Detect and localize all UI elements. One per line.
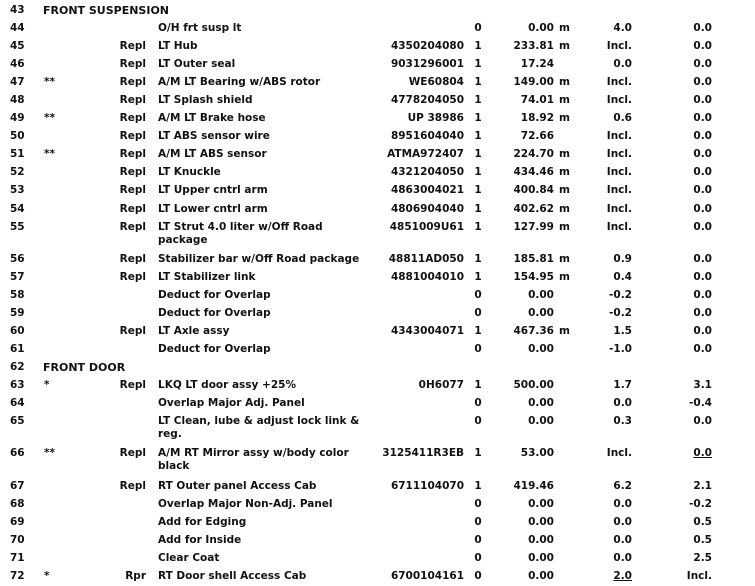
- line-price: 185.81: [513, 253, 554, 265]
- line-labor: 0.0: [613, 534, 632, 546]
- line-labor: 4.0: [613, 22, 632, 34]
- line-labor: Incl.: [606, 184, 632, 196]
- line-qty: 0: [474, 534, 482, 546]
- line-qty: 1: [474, 148, 482, 160]
- line-qty: 1: [474, 253, 482, 265]
- line-qty: 1: [474, 58, 482, 70]
- line-labor: 1.5: [613, 325, 632, 337]
- line-labor: 0.0: [613, 516, 632, 528]
- line-labor: Incl.: [606, 447, 632, 459]
- line-qty: 1: [474, 447, 482, 459]
- line-labor: Incl.: [606, 148, 632, 160]
- line-oper: Repl: [119, 184, 146, 196]
- line-paint: 0.0: [693, 203, 712, 215]
- line-price: 0.00: [528, 343, 554, 355]
- line-qty: 0: [474, 307, 482, 319]
- line-labor: 0.4: [613, 271, 632, 283]
- line-labor: -1.0: [609, 343, 632, 355]
- line-desc: A/M RT Mirror assy w/body color black: [158, 447, 349, 472]
- line-paint: 2.1: [693, 480, 712, 492]
- line-oper: Repl: [119, 379, 146, 391]
- line-m: m: [559, 271, 570, 283]
- line-qty: 1: [474, 325, 482, 337]
- line-desc: Overlap Major Non-Adj. Panel: [158, 498, 333, 510]
- line-paint: 0.0: [693, 343, 712, 355]
- line-line: 67: [10, 480, 25, 492]
- line-m: m: [559, 94, 570, 106]
- line-desc: Clear Coat: [158, 552, 220, 564]
- line-line: 43: [10, 4, 25, 16]
- line-labor: Incl.: [606, 221, 632, 233]
- line-paint: 0.5: [693, 534, 712, 546]
- line-m: m: [559, 221, 570, 233]
- line-oper: Repl: [119, 112, 146, 124]
- line-qty: 1: [474, 184, 482, 196]
- line-qty: 0: [474, 289, 482, 301]
- line-labor: -0.2: [609, 307, 632, 319]
- line-desc: RT Outer panel Access Cab: [158, 480, 317, 492]
- line-paint: 0.0: [693, 166, 712, 178]
- line-desc: LT Strut 4.0 liter w/Off Road package: [158, 221, 323, 246]
- line-desc: LT Hub: [158, 40, 198, 52]
- line-line: 53: [10, 184, 25, 196]
- line-qty: 1: [474, 379, 482, 391]
- line-line: 64: [10, 397, 25, 409]
- line-oper: Repl: [119, 271, 146, 283]
- line-line: 54: [10, 203, 25, 215]
- line-price: 0.00: [528, 415, 554, 427]
- line-labor: 0.6: [613, 112, 632, 124]
- line-paint: 0.0: [693, 112, 712, 124]
- line-oper: Repl: [119, 203, 146, 215]
- line-desc: A/M LT ABS sensor: [158, 148, 267, 160]
- line-line: 60: [10, 325, 25, 337]
- line-price: 224.70: [513, 148, 554, 160]
- line-labor: 0.0: [613, 498, 632, 510]
- line-desc: A/M LT Brake hose: [158, 112, 266, 124]
- line-paint: 0.0: [693, 184, 712, 196]
- line-paint: 0.5: [693, 516, 712, 528]
- line-paint: 0.0: [693, 307, 712, 319]
- line-desc: LT Clean, lube & adjust lock link & reg.: [158, 415, 360, 440]
- line-part: 4863004021: [390, 184, 464, 196]
- line-price: 0.00: [528, 552, 554, 564]
- line-m: m: [559, 203, 570, 215]
- line-paint: 0.0: [693, 76, 712, 88]
- line-desc: LT ABS sensor wire: [158, 130, 270, 142]
- line-price: 400.84: [513, 184, 554, 196]
- line-price: 18.92: [520, 112, 554, 124]
- line-line: 50: [10, 130, 25, 142]
- line-desc: LT Axle assy: [158, 325, 230, 337]
- section-title: FRONT SUSPENSION: [43, 4, 170, 17]
- line-labor: -0.2: [609, 289, 632, 301]
- line-qty: 0: [474, 552, 482, 564]
- line-line: 56: [10, 253, 25, 265]
- line-desc: Deduct for Overlap: [158, 343, 271, 355]
- line-m: m: [559, 325, 570, 337]
- line-line: 51: [10, 148, 25, 160]
- line-oper: Repl: [119, 447, 146, 459]
- line-oper: Repl: [119, 40, 146, 52]
- line-paint: 0.0: [693, 447, 712, 459]
- line-part: 4343004071: [390, 325, 464, 337]
- line-paint: 3.1: [693, 379, 712, 391]
- line-part: 48811AD050: [388, 253, 464, 265]
- line-price: 0.00: [528, 498, 554, 510]
- line-price: 74.01: [520, 94, 554, 106]
- line-qty: 1: [474, 203, 482, 215]
- line-mark: **: [44, 112, 55, 124]
- line-line: 52: [10, 166, 25, 178]
- line-desc: LT Lower cntrl arm: [158, 203, 268, 215]
- line-price: 127.99: [513, 221, 554, 233]
- line-price: 0.00: [528, 516, 554, 528]
- line-paint: 0.0: [693, 253, 712, 265]
- line-mark: **: [44, 447, 55, 459]
- line-desc: Deduct for Overlap: [158, 289, 271, 301]
- line-paint: 0.0: [693, 58, 712, 70]
- line-mark: *: [44, 570, 50, 582]
- line-line: 46: [10, 58, 25, 70]
- line-part: 4778204050: [390, 94, 464, 106]
- line-part: 3125411R3EB: [382, 447, 464, 459]
- line-qty: 1: [474, 166, 482, 178]
- line-desc: Add for Inside: [158, 534, 242, 546]
- line-qty: 1: [474, 112, 482, 124]
- line-paint: 0.0: [693, 221, 712, 233]
- line-qty: 0: [474, 570, 482, 582]
- line-m: m: [559, 148, 570, 160]
- line-qty: 0: [474, 22, 482, 34]
- line-price: 0.00: [528, 570, 554, 582]
- line-line: 45: [10, 40, 25, 52]
- line-qty: 0: [474, 498, 482, 510]
- line-mark: **: [44, 148, 55, 160]
- line-labor: 0.9: [613, 253, 632, 265]
- line-paint: 0.0: [693, 289, 712, 301]
- line-part: 6711104070: [390, 480, 464, 492]
- line-oper: Repl: [119, 221, 146, 233]
- line-paint: 2.5: [693, 552, 712, 564]
- line-price: 149.00: [513, 76, 554, 88]
- line-m: m: [559, 76, 570, 88]
- line-mark: **: [44, 76, 55, 88]
- line-line: 61: [10, 343, 25, 355]
- line-labor: Incl.: [606, 130, 632, 142]
- line-price: 53.00: [520, 447, 554, 459]
- line-qty: 1: [474, 40, 482, 52]
- line-price: 0.00: [528, 534, 554, 546]
- line-part: 9031296001: [390, 58, 464, 70]
- line-part: 4806904040: [390, 203, 464, 215]
- line-line: 62: [10, 361, 25, 373]
- line-line: 44: [10, 22, 25, 34]
- line-price: 154.95: [513, 271, 554, 283]
- line-line: 59: [10, 307, 25, 319]
- line-line: 47: [10, 76, 25, 88]
- line-price: 402.62: [513, 203, 554, 215]
- line-price: 0.00: [528, 397, 554, 409]
- line-line: 66: [10, 447, 25, 459]
- line-price: 0.00: [528, 307, 554, 319]
- line-m: m: [559, 184, 570, 196]
- line-m: m: [559, 253, 570, 265]
- line-m: m: [559, 112, 570, 124]
- line-desc: A/M LT Bearing w/ABS rotor: [158, 76, 321, 88]
- line-oper: Repl: [119, 148, 146, 160]
- line-part: 4851009U61: [389, 221, 464, 233]
- line-line: 70: [10, 534, 25, 546]
- line-desc: Stabilizer bar w/Off Road package: [158, 253, 360, 265]
- line-qty: 1: [474, 221, 482, 233]
- line-line: 57: [10, 271, 25, 283]
- line-labor: Incl.: [606, 76, 632, 88]
- line-price: 0.00: [528, 289, 554, 301]
- line-m: m: [559, 40, 570, 52]
- line-price: 0.00: [528, 22, 554, 34]
- line-line: 65: [10, 415, 25, 427]
- line-paint: 0.0: [693, 94, 712, 106]
- line-line: 55: [10, 221, 25, 233]
- line-desc: Deduct for Overlap: [158, 307, 271, 319]
- line-labor: Incl.: [606, 166, 632, 178]
- line-desc: Overlap Major Adj. Panel: [158, 397, 305, 409]
- line-part: 6700104161: [390, 570, 464, 582]
- line-oper: Repl: [119, 58, 146, 70]
- line-qty: 1: [474, 480, 482, 492]
- line-price: 233.81: [513, 40, 554, 52]
- line-part: 4321204050: [390, 166, 464, 178]
- line-desc: O/H frt susp lt: [158, 22, 242, 34]
- line-labor: Incl.: [606, 40, 632, 52]
- line-part: 4350204080: [390, 40, 464, 52]
- line-oper: Repl: [119, 166, 146, 178]
- line-labor: 0.0: [613, 58, 632, 70]
- line-desc: LT Outer seal: [158, 58, 236, 70]
- line-line: 63: [10, 379, 25, 391]
- line-paint: 0.0: [693, 148, 712, 160]
- line-line: 58: [10, 289, 25, 301]
- line-labor: 0.0: [613, 552, 632, 564]
- line-desc: Add for Edging: [158, 516, 247, 528]
- line-m: m: [559, 166, 570, 178]
- line-part: UP 38986: [407, 112, 464, 124]
- line-qty: 0: [474, 516, 482, 528]
- line-part: 0H6077: [418, 379, 464, 391]
- line-line: 69: [10, 516, 25, 528]
- line-oper: Rpr: [125, 570, 146, 582]
- line-labor: Incl.: [606, 203, 632, 215]
- line-desc: LT Stabilizer link: [158, 271, 256, 283]
- line-labor: 6.2: [613, 480, 632, 492]
- line-line: 49: [10, 112, 25, 124]
- line-price: 467.36: [513, 325, 554, 337]
- line-price: 500.00: [513, 379, 554, 391]
- line-qty: 1: [474, 271, 482, 283]
- line-paint: 0.0: [693, 271, 712, 283]
- line-qty: 0: [474, 415, 482, 427]
- line-part: WE60804: [408, 76, 464, 88]
- line-part: ATMA972407: [387, 148, 464, 160]
- line-labor: 2.0: [613, 570, 632, 582]
- line-part: 4881004010: [390, 271, 464, 283]
- line-labor: 0.3: [613, 415, 632, 427]
- line-oper: Repl: [119, 130, 146, 142]
- line-paint: 0.0: [693, 325, 712, 337]
- line-qty: 0: [474, 343, 482, 355]
- line-line: 71: [10, 552, 25, 564]
- line-desc: LKQ LT door assy +25%: [158, 379, 296, 391]
- line-qty: 1: [474, 94, 482, 106]
- section-title: FRONT DOOR: [43, 361, 126, 374]
- line-qty: 0: [474, 397, 482, 409]
- line-oper: Repl: [119, 76, 146, 88]
- line-paint: 0.0: [693, 40, 712, 52]
- line-mark: *: [44, 379, 50, 391]
- line-qty: 1: [474, 76, 482, 88]
- line-oper: Repl: [119, 325, 146, 337]
- line-labor: 1.7: [613, 379, 632, 391]
- line-m: m: [559, 22, 570, 34]
- line-price: 419.46: [513, 480, 554, 492]
- line-oper: Repl: [119, 253, 146, 265]
- line-oper: Repl: [119, 480, 146, 492]
- line-price: 72.66: [520, 130, 554, 142]
- line-price: 434.46: [513, 166, 554, 178]
- line-labor: Incl.: [606, 94, 632, 106]
- line-line: 72: [10, 570, 25, 582]
- line-desc: LT Upper cntrl arm: [158, 184, 268, 196]
- line-desc: LT Splash shield: [158, 94, 253, 106]
- line-paint: Incl.: [686, 570, 712, 582]
- line-paint: -0.2: [689, 498, 712, 510]
- line-paint: -0.4: [689, 397, 712, 409]
- line-price: 17.24: [520, 58, 554, 70]
- line-part: 8951604040: [390, 130, 464, 142]
- line-qty: 1: [474, 130, 482, 142]
- line-paint: 0.0: [693, 415, 712, 427]
- line-desc: LT Knuckle: [158, 166, 221, 178]
- line-paint: 0.0: [693, 22, 712, 34]
- line-desc: RT Door shell Access Cab: [158, 570, 307, 582]
- line-paint: 0.0: [693, 130, 712, 142]
- line-oper: Repl: [119, 94, 146, 106]
- line-line: 68: [10, 498, 25, 510]
- line-line: 48: [10, 94, 25, 106]
- line-labor: 0.0: [613, 397, 632, 409]
